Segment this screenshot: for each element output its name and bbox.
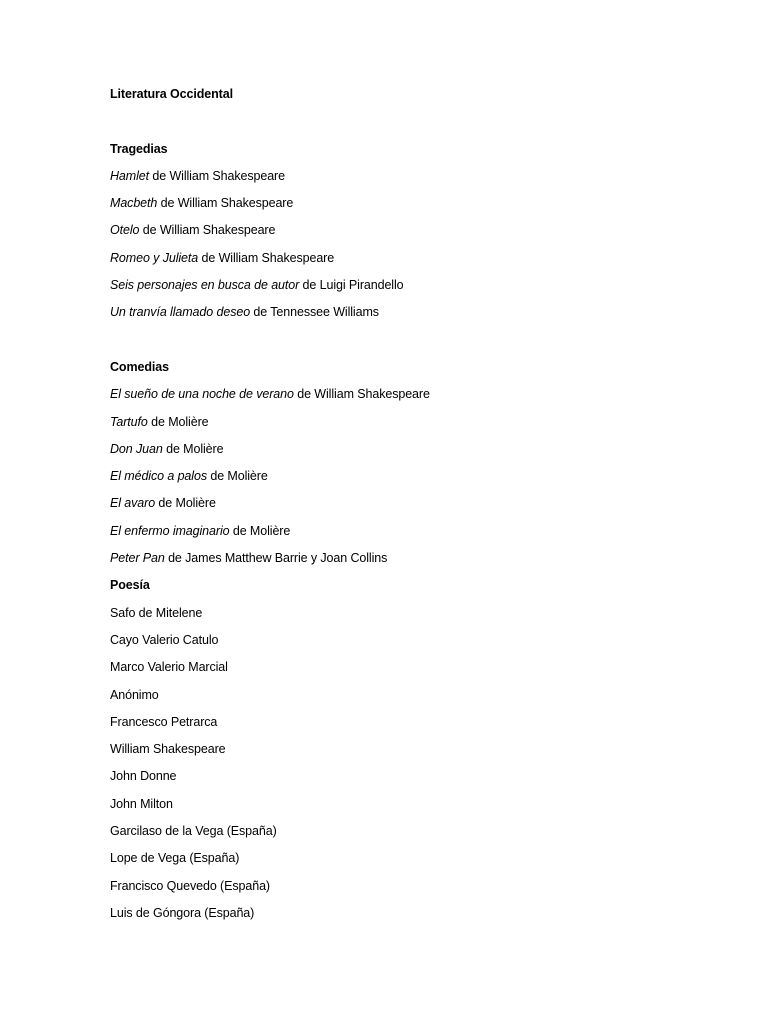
work-author: de William Shakespeare	[157, 196, 294, 211]
section-heading-comedias: Comedias	[110, 359, 169, 374]
list-item-author: John Milton	[110, 796, 173, 811]
work-title: Romeo y Julieta	[110, 250, 199, 265]
work-title: Seis personajes en busca de autor	[110, 278, 300, 293]
list-item-author: Cayo Valerio Catulo	[110, 632, 219, 647]
document-body	[110, 86, 710, 932]
work-title: Otelo	[110, 223, 140, 238]
list-item	[110, 168, 710, 195]
list-item	[110, 222, 710, 249]
list-item	[110, 304, 710, 331]
work-title: El sueño de una noche de verano	[110, 387, 294, 402]
list-item-author: John Donne	[110, 769, 177, 784]
list-item-author: Marco Valerio Marcial	[110, 660, 228, 675]
work-author: de William Shakespeare	[293, 387, 430, 402]
list-item-author: Safo de Mitelene	[110, 605, 203, 620]
work-title: Don Juan	[110, 441, 163, 456]
work-author: de Tennessee Williams	[250, 305, 379, 320]
list-item-author: Luis de Góngora (España)	[110, 905, 255, 920]
list-item	[110, 195, 710, 222]
list-item-author: Lope de Vega (España)	[110, 851, 240, 866]
section-heading-poesia: Poesía	[110, 578, 150, 593]
list-item-author: Francesco Petrarca	[110, 714, 218, 729]
work-author: de Molière	[162, 441, 224, 456]
list-item-author: William Shakespeare	[110, 742, 226, 757]
work-author: de Molière	[229, 523, 291, 538]
spacer	[110, 332, 710, 359]
work-title: Macbeth	[110, 196, 158, 211]
list-item-author: Anónimo	[110, 687, 159, 702]
list-item	[110, 414, 710, 441]
work-title: Hamlet	[110, 168, 149, 183]
list-item	[110, 441, 710, 468]
list-item	[110, 495, 710, 522]
work-title: El avaro	[110, 496, 156, 511]
work-author: de William Shakespeare	[149, 168, 285, 183]
spacer	[110, 113, 710, 140]
document-title: Literatura Occidental	[110, 87, 233, 101]
list-item	[110, 386, 710, 413]
work-title: El enfermo imaginario	[110, 523, 230, 538]
list-item-author: Garcilaso de la Vega (España)	[110, 824, 277, 839]
work-title: Peter Pan	[110, 551, 165, 566]
work-author: de Molière	[206, 469, 268, 484]
work-author: de Luigi Pirandello	[299, 278, 404, 293]
work-author: de William Shakespeare	[139, 223, 276, 238]
list-item	[110, 250, 710, 277]
list-item-author: Francisco Quevedo (España)	[110, 878, 270, 893]
section-heading-tragedias: Tragedias	[110, 141, 168, 156]
work-author: de Molière	[155, 496, 216, 511]
work-author: de Molière	[147, 414, 209, 429]
work-title: Un tranvía llamado deseo	[110, 305, 251, 320]
work-author: de William Shakespeare	[198, 250, 335, 265]
work-title: Tartufo	[110, 414, 148, 429]
work-author: de James Matthew Barrie y Joan Collins	[164, 551, 388, 566]
list-item	[110, 523, 710, 550]
list-item	[110, 277, 710, 304]
list-item	[110, 468, 710, 495]
work-title: El médico a palos	[110, 469, 207, 484]
list-item	[110, 550, 710, 577]
